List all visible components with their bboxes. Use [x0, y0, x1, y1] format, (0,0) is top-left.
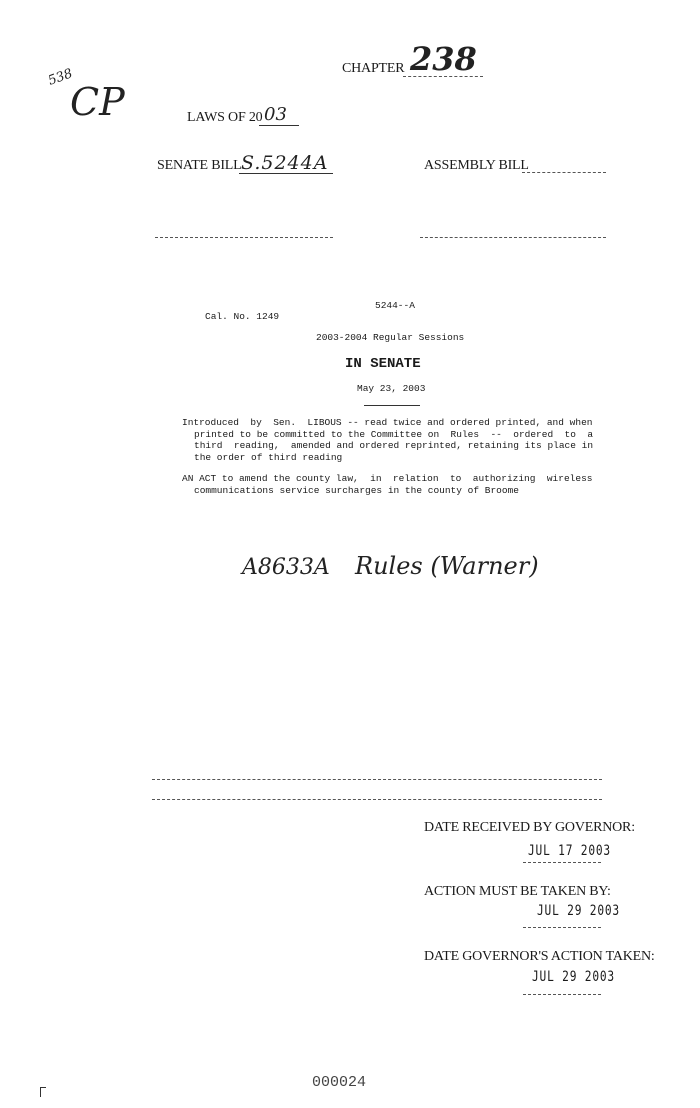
- intro-line: the order of third reading: [194, 451, 343, 463]
- assembly-bill-underline: [522, 172, 606, 173]
- sponsor-line-left: [155, 237, 333, 238]
- intro-line: third reading, amended and ordered reprinted, retaining its place in: [194, 440, 594, 451]
- laws-label: LAWS OF 20: [187, 110, 263, 125]
- introduction-paragraph: [182, 417, 607, 463]
- sponsor-line-right: [420, 237, 606, 238]
- act-paragraph: [182, 473, 607, 496]
- corner-tick-bar: [40, 1087, 46, 1088]
- intro-line: Introduced by Sen. LIBOUS -- read twice and ordered printed, and when: [182, 417, 593, 428]
- date-rule: [364, 405, 420, 406]
- intro-line: printed to be committed to the Committee on Rules -- ordered to a: [194, 428, 594, 440]
- action-taken-stamp: JUL 29 2003: [532, 969, 615, 985]
- assembly-bill-label: ASSEMBLY BILL: [424, 158, 529, 173]
- action-by-underline: [523, 927, 601, 928]
- action-taken-underline: [523, 994, 601, 995]
- corner-mark: CP: [70, 80, 125, 124]
- senate-bill-number: S.5244A: [241, 152, 329, 174]
- received-stamp: JUL 17 2003: [528, 843, 611, 859]
- page-number: 000024: [312, 1074, 367, 1091]
- corner-scribble: 538: [46, 66, 75, 89]
- senate-bill-label: SENATE BILL: [157, 158, 242, 173]
- action-by-stamp: JUL 29 2003: [537, 903, 620, 919]
- chapter-underline: [403, 76, 483, 77]
- calendar-number: Cal. No. 1249: [205, 311, 280, 322]
- assembly-reference-handwritten: A8633A: [242, 555, 330, 580]
- chamber-heading: IN SENATE: [345, 356, 421, 372]
- divider-line-2: [152, 799, 602, 800]
- laws-year: 03: [264, 104, 287, 125]
- session-label: 2003-2004 Regular Sessions: [316, 332, 465, 343]
- divider-line-1: [152, 779, 602, 780]
- chapter-label: CHAPTER: [342, 61, 405, 76]
- senate-bill-underline: [239, 173, 333, 174]
- rules-note-handwritten: Rules (Warner): [355, 552, 539, 580]
- received-label: DATE RECEIVED BY GOVERNOR:: [424, 820, 635, 835]
- act-line: communications service surcharges in the county of Broome: [194, 484, 519, 496]
- bill-number: 5244--A: [375, 300, 415, 311]
- corner-tick: [40, 1087, 41, 1097]
- action-taken-label: DATE GOVERNOR'S ACTION TAKEN:: [424, 949, 655, 964]
- act-line: AN ACT to amend the county law, in relation to authorizing wireless: [182, 473, 593, 484]
- action-by-label: ACTION MUST BE TAKEN BY:: [424, 884, 611, 899]
- received-underline: [523, 862, 601, 863]
- laws-underline: [259, 125, 299, 126]
- chapter-number: 238: [410, 40, 477, 78]
- bill-date: May 23, 2003: [357, 383, 426, 394]
